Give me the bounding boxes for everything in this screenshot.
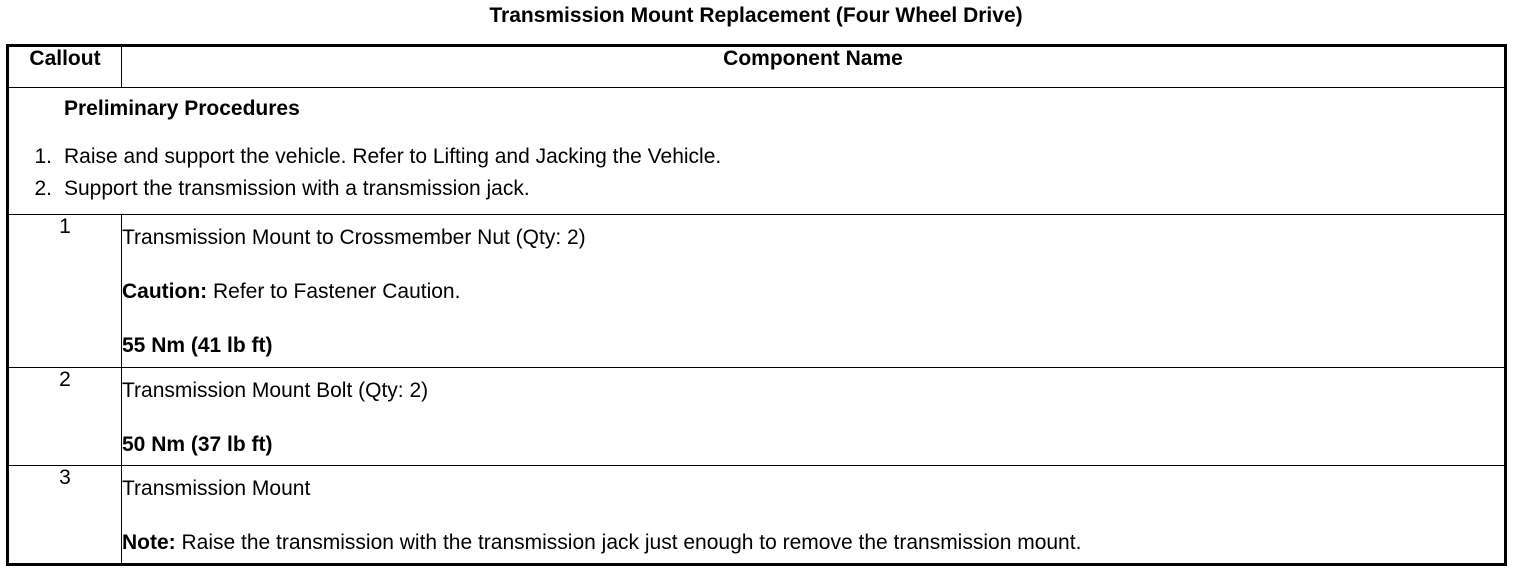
preliminary-procedures-row [8, 88, 1506, 215]
step-text: Support the transmission with a transmission jack. [64, 177, 530, 200]
column-header-component-name: Component Name [122, 46, 1506, 88]
caution-line [122, 279, 1504, 305]
table-row [8, 368, 1506, 466]
component-cell [122, 215, 1506, 368]
note-label: Note: [122, 531, 176, 554]
callout-cell: 3 [8, 466, 122, 565]
table-row [8, 466, 1506, 565]
list-item [9, 141, 1504, 173]
caution-text: Refer to Fastener Caution. [207, 280, 461, 303]
step-text: Raise and support the vehicle. Refer to Lifting and Jacking the Vehicle. [64, 145, 722, 168]
component-name: Transmission Mount Bolt (Qty: 2) [122, 379, 429, 402]
component-cell [122, 466, 1506, 565]
note-text: Raise the transmission with the transmission jack just enough to remove the transmission mount. [175, 531, 1082, 554]
component-name: Transmission Mount to Crossmember Nut (Qty: 2) [122, 226, 586, 249]
callout-cell: 2 [8, 368, 122, 466]
table-row [8, 215, 1506, 368]
step-number: 2. [34, 177, 52, 200]
component-cell [122, 368, 1506, 466]
page-title: Transmission Mount Replacement (Four Wheel Drive) [489, 4, 1023, 27]
step-number: 1. [34, 145, 52, 168]
list-item [9, 173, 1504, 205]
component-name: Transmission Mount [122, 477, 311, 500]
procedure-table [6, 44, 1507, 566]
caution-label: Caution: [122, 280, 208, 303]
preliminary-procedures-heading: Preliminary Procedures [64, 97, 300, 120]
torque-spec: 55 Nm (41 lb ft) [122, 334, 273, 357]
preliminary-procedures-cell [8, 88, 1506, 215]
note-line [122, 530, 1504, 556]
preliminary-steps-list [9, 141, 1504, 205]
callout-cell: 1 [8, 215, 122, 368]
torque-spec: 50 Nm (37 lb ft) [122, 433, 273, 456]
table-header-row [8, 46, 1506, 88]
column-header-callout: Callout [8, 46, 122, 88]
